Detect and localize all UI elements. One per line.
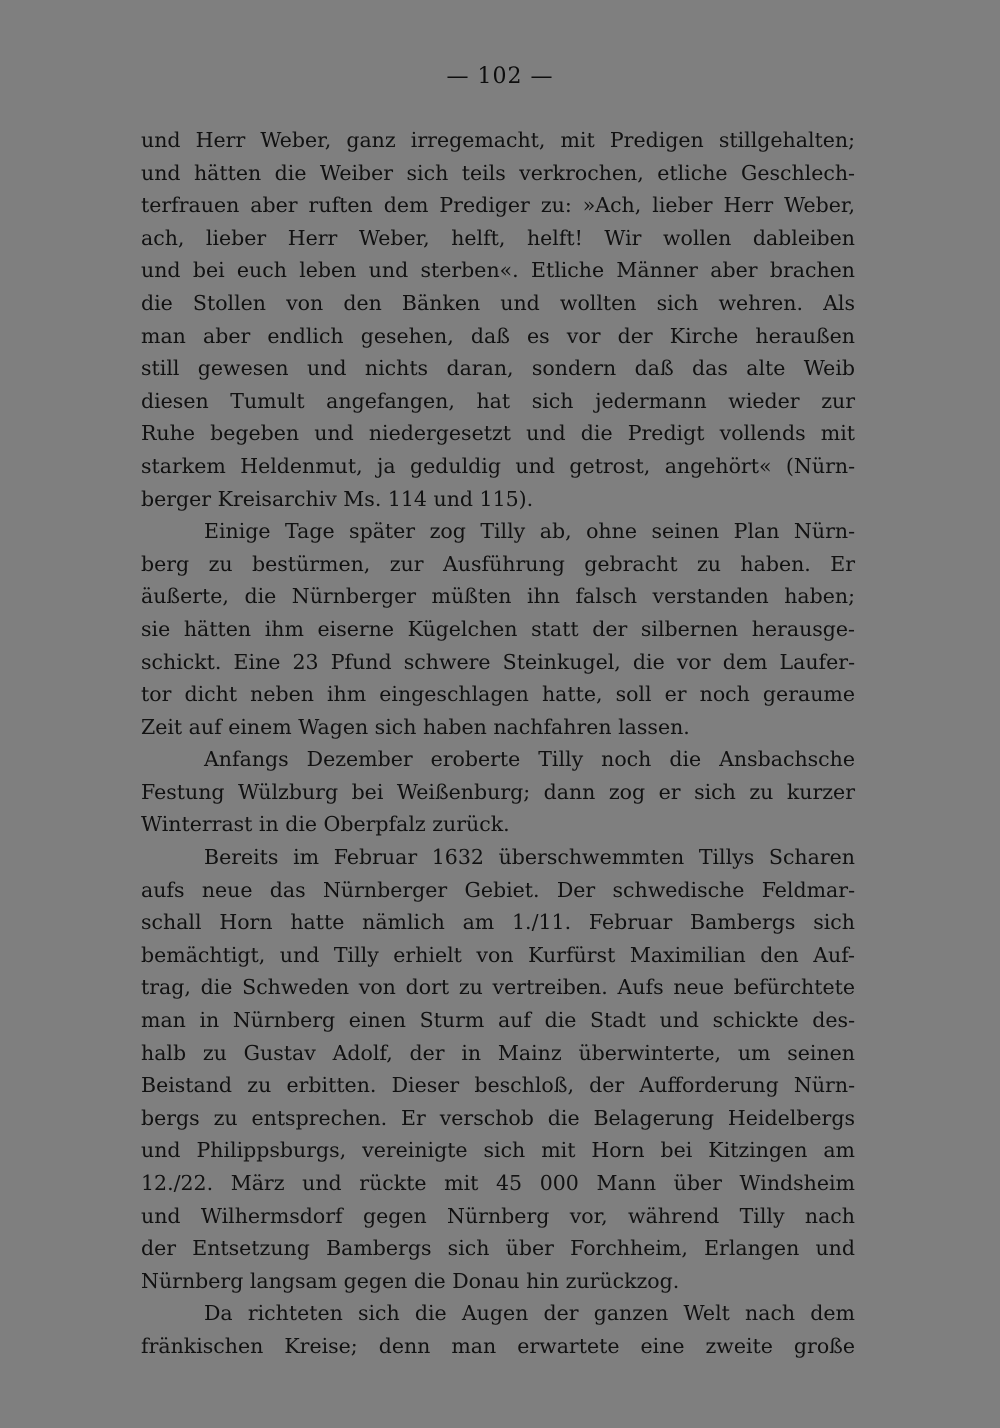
text-line: schall Horn hatte nämlich am 1./11. Februar Bambergs sich (141, 910, 855, 935)
text-line: Anfangs Dezember eroberte Tilly noch die Ansbachsche (204, 747, 855, 772)
text-line: Einige Tage später zog Tilly ab, ohne seinen Plan Nürn- (204, 519, 855, 544)
text-line: schickt. Eine 23 Pfund schwere Steinkugel, die vor dem Laufer- (141, 649, 855, 674)
text-line: berg zu bestürmen, zur Ausführung gebracht zu haben. Er (141, 551, 855, 576)
text-line: diesen Tumult angefangen, hat sich jedermann wieder zur (141, 388, 855, 413)
text-line: terfrauen aber ruften dem Prediger zu: »Ach, lieber Herr Weber, (141, 193, 855, 218)
text-line: bemächtigt, und Tilly erhielt von Kurfürst Maximilian den Auf- (141, 942, 855, 967)
text-line: Festung Wülzburg bei Weißenburg; dann zog er sich zu kurzer (141, 779, 855, 804)
text-line: aufs neue das Nürnberger Gebiet. Der schwedische Feldmar- (141, 877, 855, 902)
text-line: still gewesen und nichts daran, sondern daß das alte Weib (141, 356, 855, 381)
text-line: und hätten die Weiber sich teils verkrochen, etliche Geschlech- (141, 160, 855, 185)
text-line: 12./22. März und rückte mit 45 000 Mann über Windsheim (141, 1171, 855, 1195)
text-line: Bereits im Februar 1632 überschwemmten Tillys Scharen (204, 845, 855, 870)
text-line: Beistand zu erbitten. Dieser beschloß, der Aufforderung Nürn- (141, 1073, 855, 1098)
text-line: berger Kreisarchiv Ms. 114 und 115). (141, 486, 534, 511)
text-line: tor dicht neben ihm eingeschlagen hatte, soll er noch geraume (141, 682, 855, 707)
text-line: Winterrast in die Oberpfalz zurück. (141, 812, 510, 837)
text-line: halb zu Gustav Adolf, der in Mainz überwinterte, um seinen (141, 1040, 855, 1065)
text-line: Nürnberg langsam gegen die Donau hin zurückzog. (141, 1268, 680, 1293)
text-line: die Stollen von den Bänken und wollten sich wehren. Als (141, 290, 855, 315)
text-line: fränkischen Kreise; denn man erwartete eine zweite große (141, 1333, 855, 1358)
text-line: sie hätten ihm eiserne Kügelchen statt der silbernen herausge- (141, 616, 855, 641)
text-line: starkem Heldenmut, ja geduldig und getrost, angehört« (Nürn- (141, 453, 855, 478)
text-line: der Entsetzung Bambergs sich über Forchheim, Erlangen und (141, 1236, 855, 1261)
text-line: Ruhe begeben und niedergesetzt und die Predigt vollends mit (141, 421, 855, 446)
text-line: und Philippsburgs, vereinigte sich mit Horn bei Kitzingen am (141, 1138, 855, 1163)
text-line: und Wilhermsdorf gegen Nürnberg vor, während Tilly nach (141, 1203, 855, 1228)
text-line: bergs zu entsprechen. Er verschob die Belagerung Heidelbergs (141, 1105, 855, 1130)
page-number: — 102 — (446, 64, 554, 89)
text-line: und Herr Weber, ganz irregemacht, mit Predigen stillgehalten; (141, 128, 855, 152)
text-line: und bei euch leben und sterben«. Etliche Männer aber brachen (141, 258, 855, 283)
text-line: Zeit auf einem Wagen sich haben nachfahren lassen. (141, 714, 690, 739)
text-line: trag, die Schweden von dort zu vertreiben. Aufs neue befürchtete (141, 975, 855, 1000)
text-line: man in Nürnberg einen Sturm auf die Stadt und schickte des- (141, 1008, 855, 1033)
body-text (141, 124, 855, 1363)
text-line: ach, lieber Herr Weber, helft, helft! Wir wollen dableiben (141, 225, 855, 250)
text-line: Da richteten sich die Augen der ganzen Welt nach dem (204, 1301, 855, 1326)
text-line: man aber endlich gesehen, daß es vor der Kirche heraußen (141, 323, 855, 348)
text-line: äußerte, die Nürnberger müßten ihn falsch verstanden haben; (141, 584, 855, 609)
